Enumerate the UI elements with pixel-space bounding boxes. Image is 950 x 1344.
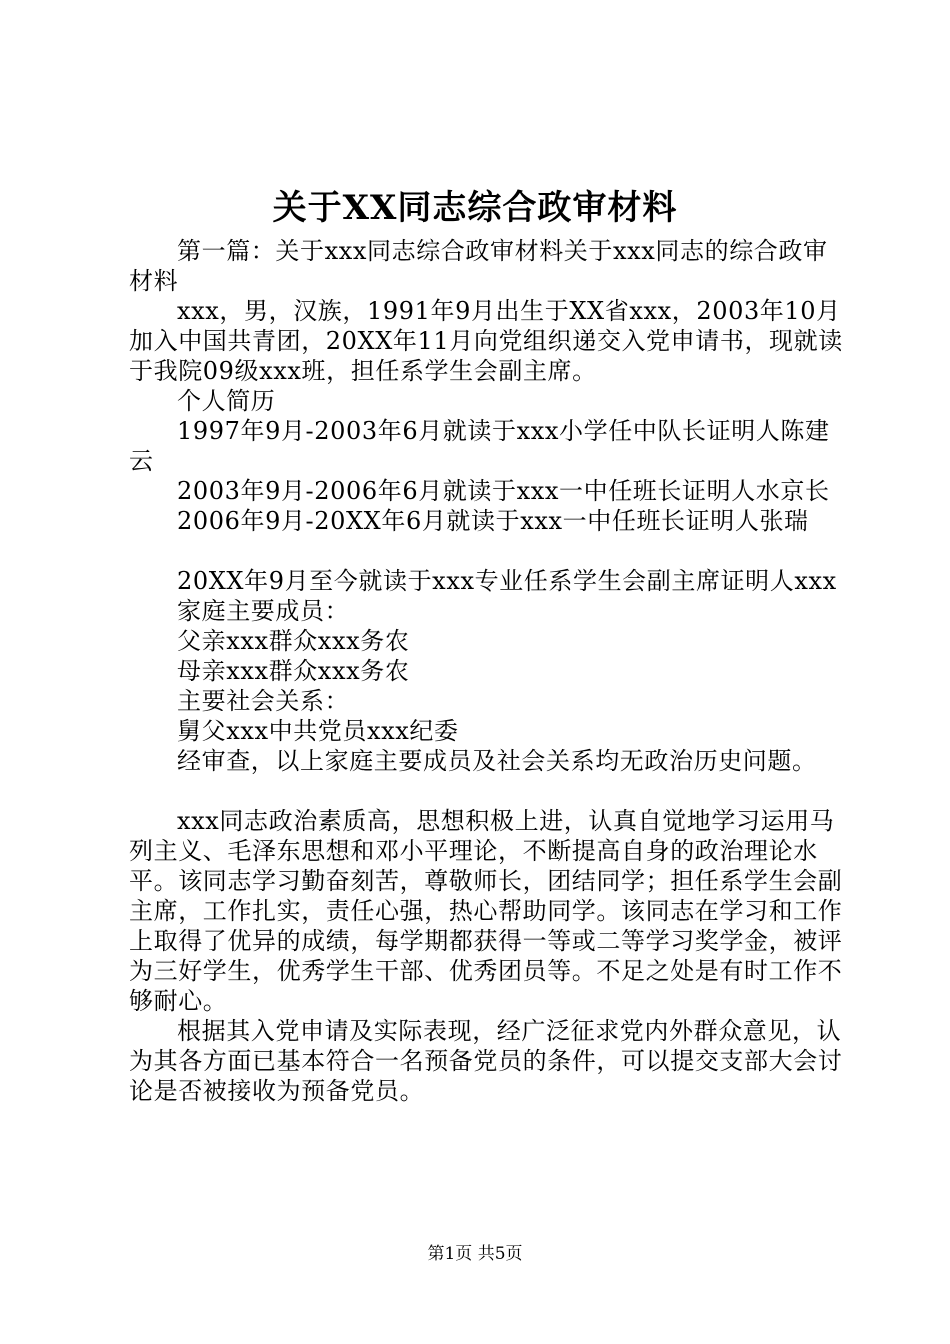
review-conclusion: 经审查，以上家庭主要成员及社会关系均无政治历史问题。 — [177, 747, 817, 775]
resume-entry: 20XX年9月至今就读于xxx专业任系学生会副主席证明人xxx — [177, 567, 837, 595]
paragraph-recommendation: 根据其入党申请及实际表现，经广泛征求党内外群众意见，认为其各方面已基本符合一名预备党员的条件，可以提交支部大会讨论是否被接收为预备党员。 — [129, 1017, 843, 1105]
document-body — [129, 236, 845, 1106]
family-member: 母亲xxx群众xxx务农 — [177, 657, 410, 685]
resume-entry: 1997年9月-2003年6月就读于xxx小学任中队长证明人陈建云 — [129, 417, 830, 475]
heading-social: 主要社会关系： — [177, 687, 350, 715]
family-member: 父亲xxx群众xxx务农 — [177, 627, 410, 655]
social-relation: 舅父xxx中共党员xxx纪委 — [177, 717, 459, 745]
heading-family: 家庭主要成员： — [177, 597, 350, 625]
heading-resume: 个人简历 — [177, 387, 276, 415]
paragraph-evaluation: xxx同志政治素质高，思想积极上进，认真自觉地学习运用马列主义、毛泽东思想和邓小平理论，不断提高自身的政治理论水平。该同志学习勤奋刻苦，尊敬师长，团结同学；担任系学生会副主席，工作扎实，责任心强，热心帮助同学。该同志在学习和工作上取得了优异的成绩，每学期都获得一等或二等学习奖学金，被评为三好学生，优秀学生干部、优秀团员等。不足之处是有时工作不够耐心。 — [129, 807, 843, 1015]
resume-entry: 2003年9月-2006年6月就读于xxx一中任班长证明人水京长 — [177, 477, 830, 505]
paragraph-basic-info: xxx，男，汉族，1991年9月出生于XX省xxx，2003年10月加入中国共青团，20XX年11月向党组织递交入党申请书，现就读于我院09级xxx班，担任系学生会副主席。 — [129, 297, 843, 385]
page-number: 第1页 共5页 — [427, 1244, 523, 1264]
resume-entry: 2006年9月-20XX年6月就读于xxx一中任班长证明人张瑞 — [177, 507, 809, 535]
document-title: 关于XX同志综合政审材料 — [272, 188, 678, 228]
paragraph-intro: 第一篇：关于xxx同志综合政审材料关于xxx同志的综合政审材料 — [129, 237, 828, 295]
